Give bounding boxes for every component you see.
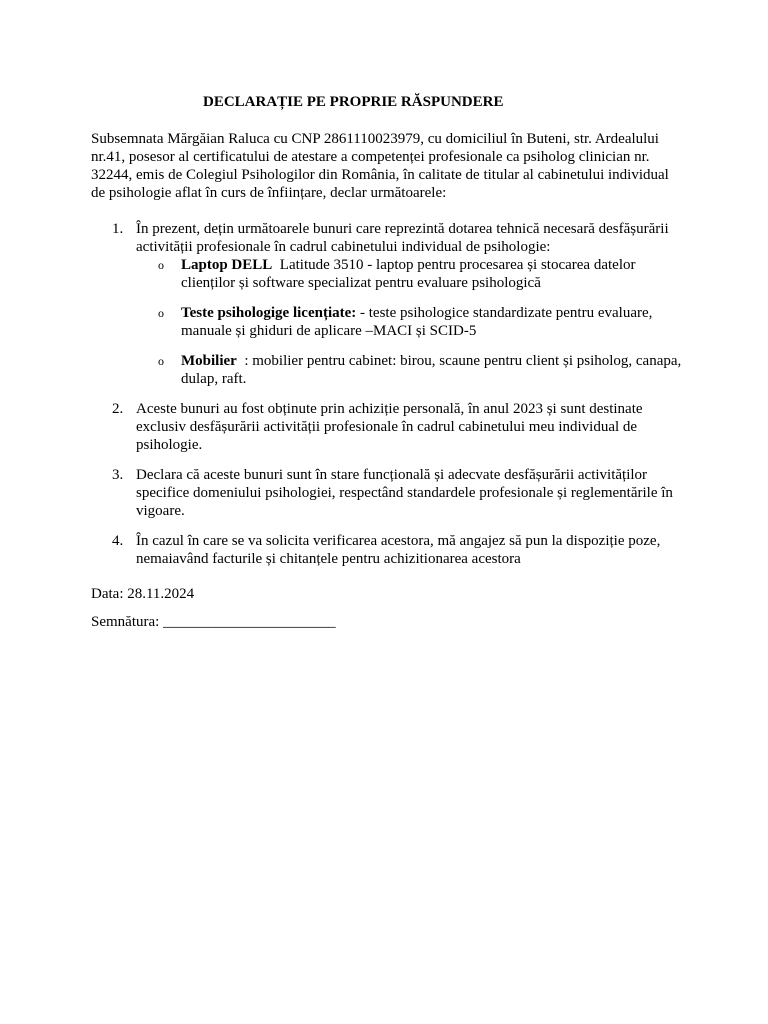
list-item-number: 1. (112, 221, 124, 237)
sublist-item-laptop (136, 256, 683, 292)
sublist-item-text: : mobilier pentru cabinet: birou, scaune pentru client și psiholog, canapa, dulap, raft. (181, 353, 686, 387)
list-item-number: 2. (112, 401, 124, 417)
sublist-item-tests (136, 304, 683, 340)
sublist-item-text: - teste psihologice standardizate pentru evaluare, manuale și ghiduri de aplicare –MACI și SCID-5 (181, 305, 653, 339)
signature-line: Semnătura: _______________________ (91, 614, 336, 630)
document-title: DECLARAȚIE PE PROPRIE RĂSPUNDERE (203, 94, 504, 110)
list-item-text: Declara că aceste bunuri sunt în stare funcțională și adecvate desfășurării activităților specifice domeniului psihologiei, respectând standardele profesionale și reglementările în vigoare. (136, 467, 673, 519)
intro-paragraph: Subsemnata Mărgăian Raluca cu CNP 2861110023979, cu domiciliul în Buteni, str. Ardealului nr.41, posesor al certificatului de atestare a competenței profesionale ca psiholog clinician nr. 32244, emis de Colegiul Psihologilor din România, în calitate de titular al cabinetului individual de psihologie aflat în curs de înființare, declar următoarele: (91, 131, 669, 201)
sublist-item-label: Mobilier (181, 353, 237, 369)
sublist-item-label: Teste psihologige licențiate: (181, 305, 357, 321)
bullet-icon: o (158, 306, 164, 320)
bullet-icon: o (158, 354, 164, 368)
list-item (91, 466, 683, 520)
assets-sublist (136, 256, 686, 388)
sublist-item-furniture (136, 352, 686, 388)
list-item-text: Aceste bunuri au fost obținute prin achiziție personală, în anul 2023 și sunt destinate exclusiv desfășurării activității profesionale în cadrul cabinetului meu individual de psihologie. (136, 401, 643, 453)
sublist-item-text: Latitude 3510 - laptop pentru procesarea și stocarea datelor clienților și software specializat pentru evaluare psihologică (181, 257, 640, 291)
date-line: Data: 28.11.2024 (91, 586, 195, 602)
document-page (91, 93, 686, 631)
list-item (91, 220, 686, 388)
list-item-number: 4. (112, 533, 124, 549)
declaration-list (91, 220, 686, 568)
list-item (91, 532, 683, 568)
list-item-text: În prezent, dețin următoarele bunuri care reprezintă dotarea tehnică necesară desfășurării activității profesionale în cadrul cabinetului individual de psihologie: (136, 221, 669, 255)
list-item (91, 400, 683, 454)
sublist-item-label: Laptop DELL (181, 257, 273, 273)
list-item-number: 3. (112, 467, 124, 483)
bullet-icon: o (158, 258, 164, 272)
list-item-text: În cazul în care se va solicita verificarea acestora, mă angajez să pun la dispoziție poze, nemaiavând facturile și chitanțele pentru achizitionarea acestora (136, 533, 661, 567)
